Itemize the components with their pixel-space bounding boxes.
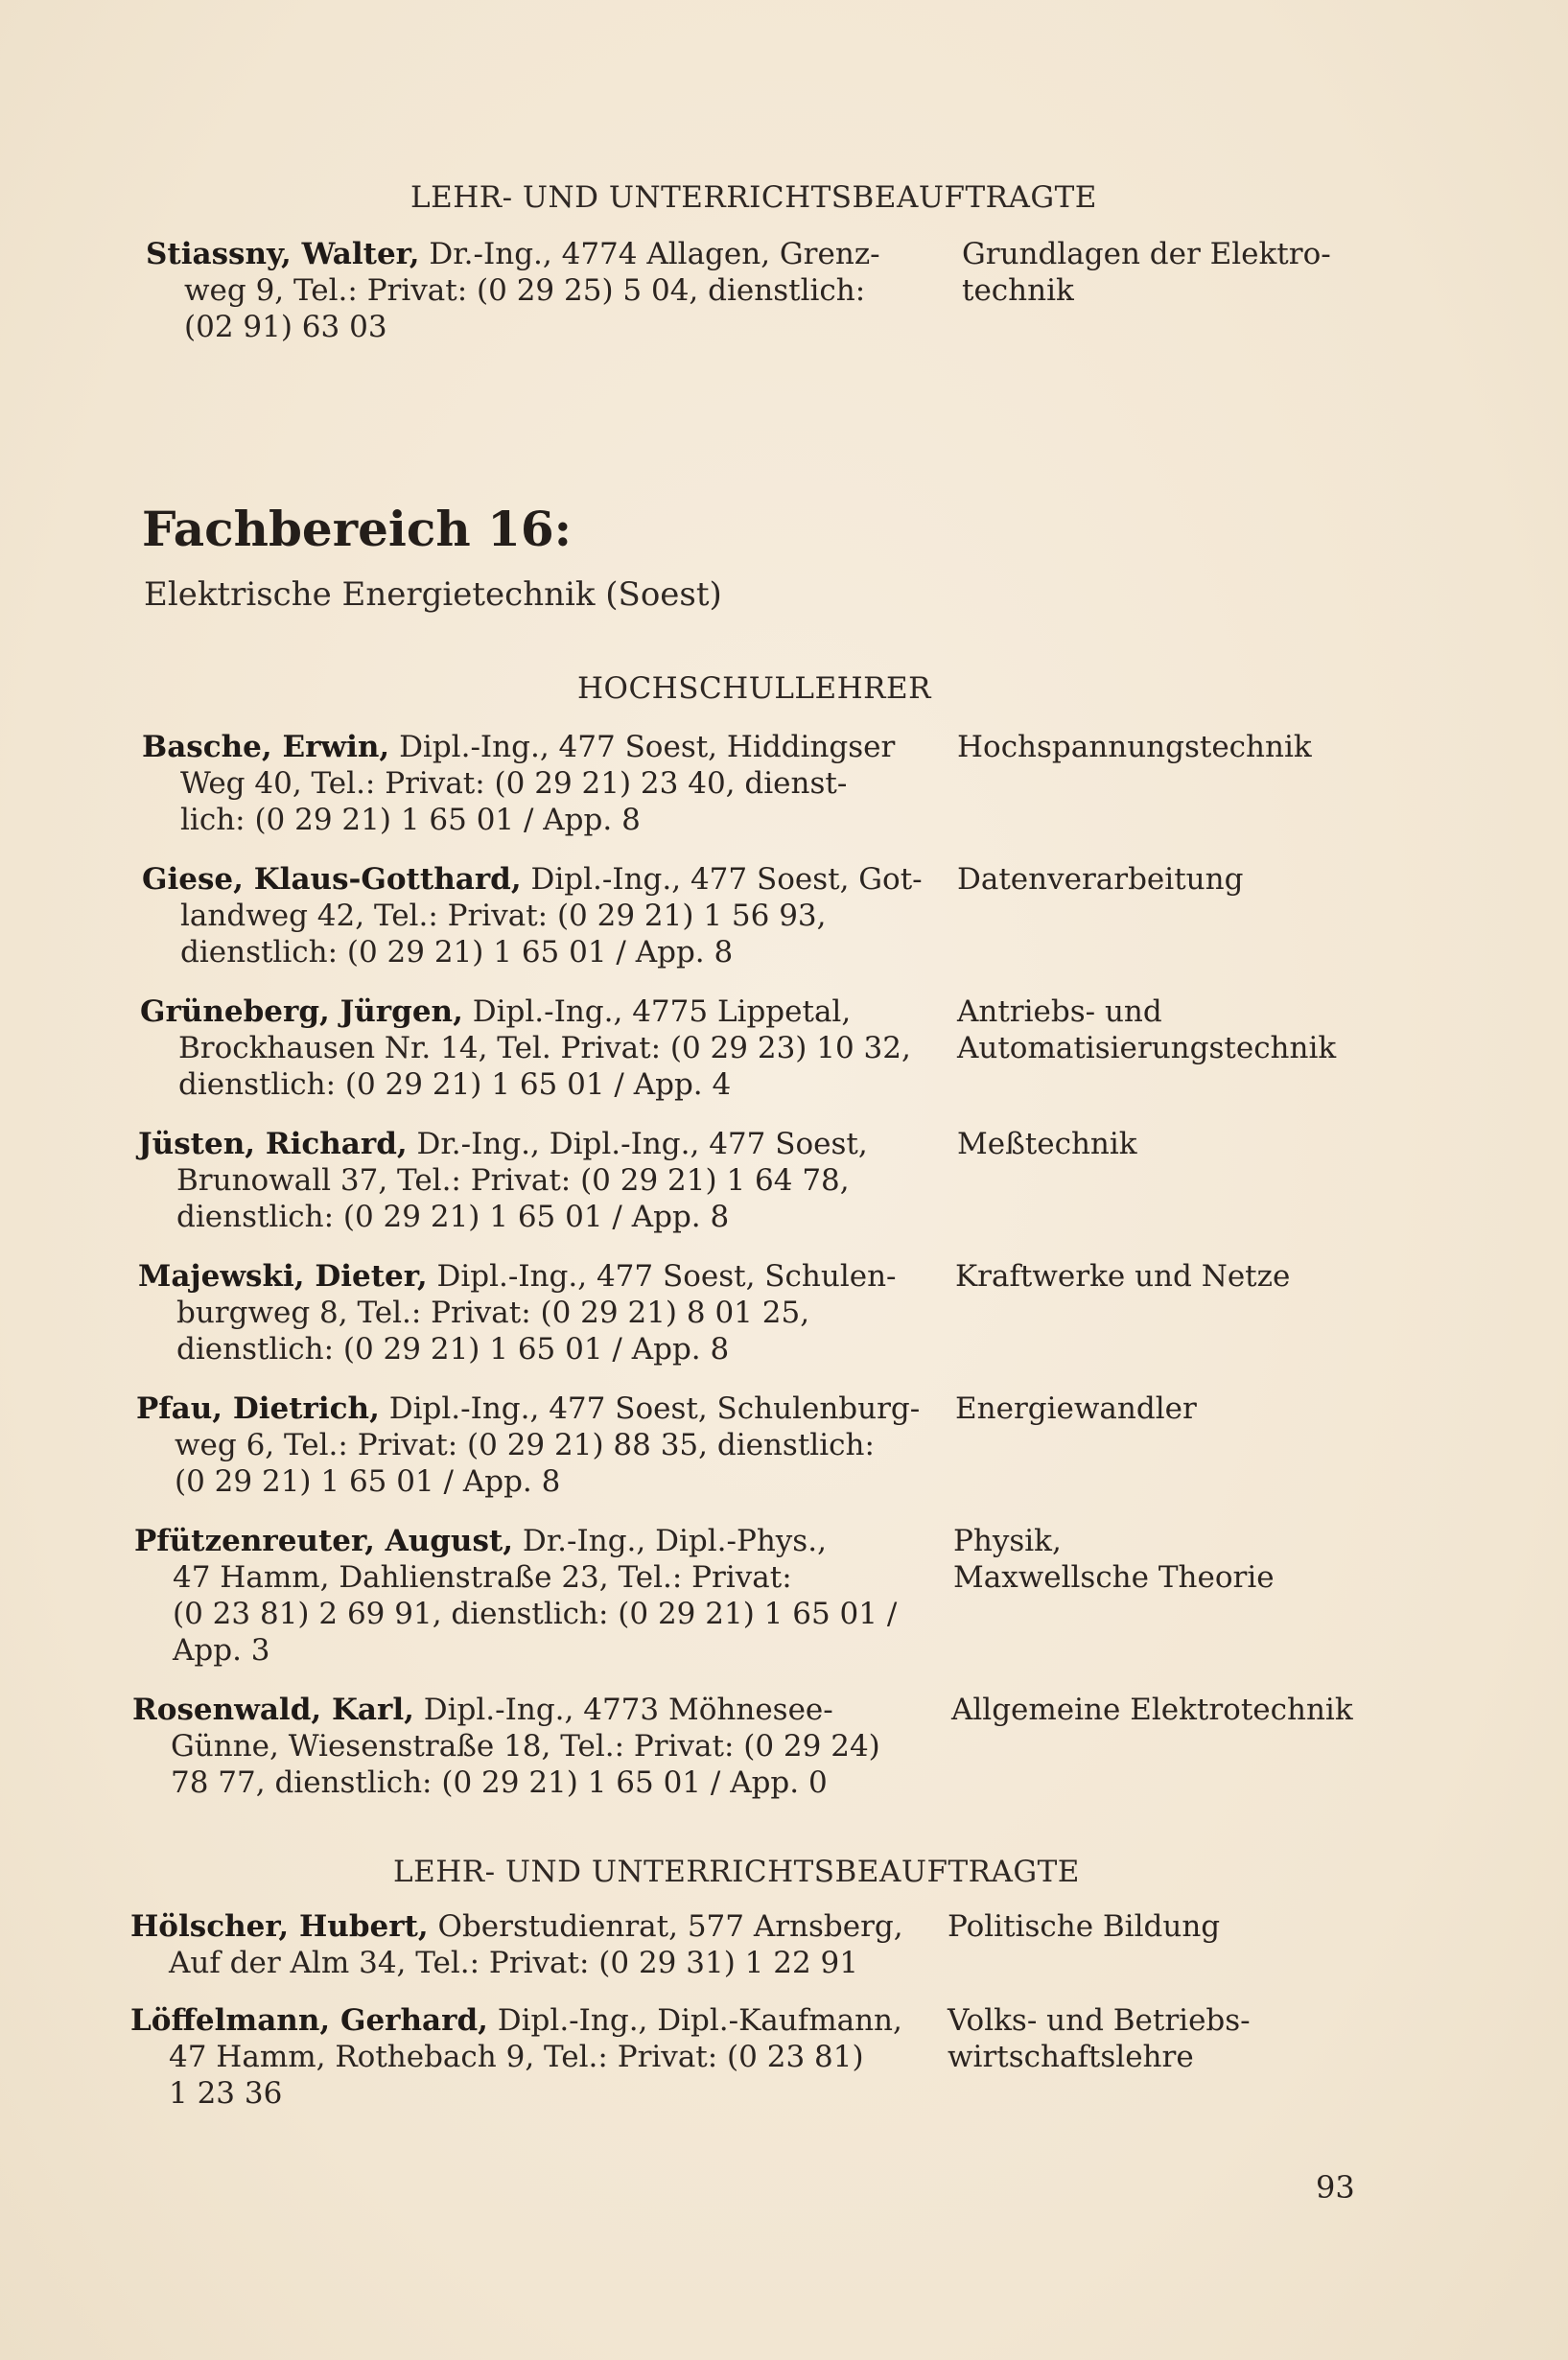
entry-subject: Meßtechnik — [957, 1127, 1137, 1161]
page-title: Fachbereich 16: — [142, 501, 573, 557]
entry-subject: Antriebs- und Automatisierungstechnik — [957, 994, 1337, 1065]
entry-address: Stiassny, Walter, Dr.-Ing., 4774 Allagen, Grenz- weg 9, Tel.: Privat: (0 29 25) 5 04, dienstlich: (02 91) 63 03 — [146, 237, 880, 344]
person-name: Majewski, Dieter, — [138, 1259, 428, 1294]
entry-address: Pfützenreuter, August, Dr.-Ing., Dipl.-Phys., 47 Hamm, Dahlienstraße 23, Tel.: Privat: (0 23 81) 2 69 91, dienstlich: (0 29 21) 1 65 01 / App. 3 — [134, 1524, 898, 1668]
entry-address: Pfau, Dietrich, Dipl.-Ing., 477 Soest, Schulenburg- weg 6, Tel.: Privat: (0 29 21) 88 35, dienstlich: (0 29 21) 1 65 01 / App. 8 — [136, 1391, 921, 1499]
page-number: 93 — [1316, 2169, 1355, 2206]
entry-address: Giese, Klaus-Gotthard, Dipl.-Ing., 477 Soest, Got- landweg 42, Tel.: Privat: (0 29 21) 1 56 93, dienstlich: (0 29 21) 1 65 01 / App. 8 — [142, 862, 923, 970]
entry-subject: Politische Bildung — [948, 1909, 1221, 1944]
person-name: Stiassny, Walter, — [146, 237, 420, 271]
entry-subject: Volks- und Betriebs- wirtschaftslehre — [948, 2003, 1251, 2074]
entry-subject: Energiewandler — [955, 1391, 1197, 1426]
section-heading-hochschullehrer: HOCHSCHULLEHRER — [577, 671, 931, 706]
person-name: Pfau, Dietrich, — [136, 1391, 380, 1426]
person-name: Giese, Klaus-Gotthard, — [142, 862, 522, 897]
page-subtitle: Elektrische Energietechnik (Soest) — [144, 575, 722, 614]
entry-subject: Hochspannungstechnik — [957, 730, 1312, 764]
entry-address: Rosenwald, Karl, Dipl.-Ing., 4773 Möhnesee- Günne, Wiesenstraße 18, Tel.: Privat: (0 29 24) 78 77, dienstlich: (0 29 21) 1 65 01 / App. 0 — [132, 1693, 880, 1800]
entry-subject: Allgemeine Elektrotechnik — [951, 1693, 1353, 1727]
entry-address: Hölscher, Hubert, Oberstudienrat, 577 Arnsberg, Auf der Alm 34, Tel.: Privat: (0 29 31) 1 22 91 — [130, 1909, 903, 1980]
entry-address: Majewski, Dieter, Dipl.-Ing., 477 Soest, Schulen- burgweg 8, Tel.: Privat: (0 29 21) 8 01 25, dienstlich: (0 29 21) 1 65 01 / App. 8 — [138, 1259, 897, 1367]
section-heading-lehrbeauftragte-2: LEHR- UND UNTERRICHTSBEAUFTRAGTE — [393, 1855, 1080, 1889]
entry-subject: Grundlagen der Elektro- technik — [962, 237, 1331, 308]
person-name: Grüneberg, Jürgen, — [140, 994, 463, 1029]
person-name: Pfützenreuter, August, — [134, 1524, 514, 1558]
entry-address: Löffelmann, Gerhard, Dipl.-Ing., Dipl.-Kaufmann, 47 Hamm, Rothebach 9, Tel.: Privat: (0 23 81) 1 23 36 — [130, 2003, 902, 2111]
person-name: Löffelmann, Gerhard, — [130, 2003, 488, 2038]
person-name: Basche, Erwin, — [142, 730, 390, 764]
entry-address: Basche, Erwin, Dipl.-Ing., 477 Soest, Hiddingser Weg 40, Tel.: Privat: (0 29 21) 23 40, dienst- lich: (0 29 21) 1 65 01 / App. 8 — [142, 730, 896, 837]
person-name: Hölscher, Hubert, — [130, 1909, 429, 1944]
person-name: Rosenwald, Karl, — [132, 1693, 414, 1727]
entry-subject: Datenverarbeitung — [957, 862, 1244, 897]
entry-subject: Physik, Maxwellsche Theorie — [953, 1524, 1275, 1595]
entry-subject: Kraftwerke und Netze — [955, 1259, 1291, 1294]
entry-address: Grüneberg, Jürgen, Dipl.-Ing., 4775 Lippetal, Brockhausen Nr. 14, Tel. Privat: (0 29 23) 10 32, dienstlich: (0 29 21) 1 65 01 / App. 4 — [140, 994, 911, 1102]
section-heading-lehrbeauftragte-1: LEHR- UND UNTERRICHTSBEAUFTRAGTE — [410, 180, 1097, 215]
entry-address: Jüsten, Richard, Dr.-Ing., Dipl.-Ing., 477 Soest, Brunowall 37, Tel.: Privat: (0 29 21) 1 64 78, dienstlich: (0 29 21) 1 65 01 / App. 8 — [138, 1127, 868, 1234]
person-name: Jüsten, Richard, — [138, 1127, 408, 1161]
